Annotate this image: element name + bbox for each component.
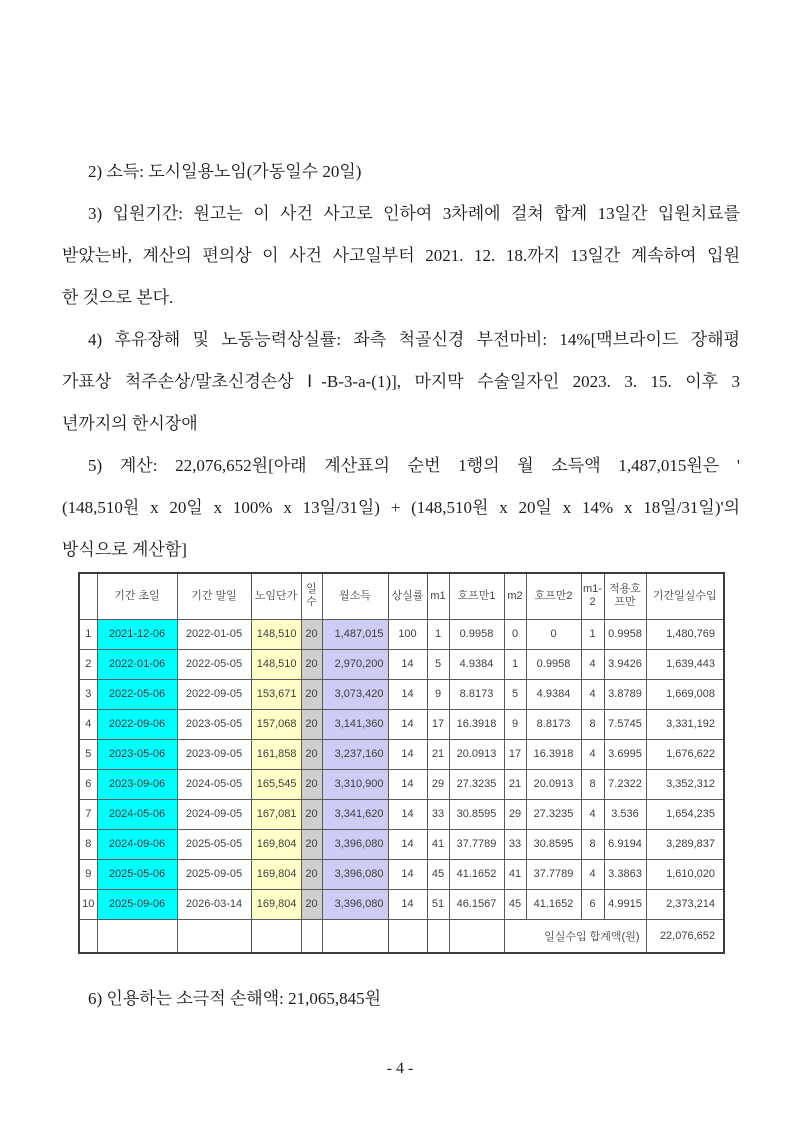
- header-cell: 노임단가: [251, 573, 301, 619]
- table-cell: 2,373,214: [646, 889, 724, 919]
- table-cell: 9: [504, 709, 526, 739]
- table-cell: 14: [388, 679, 427, 709]
- header-cell: m2: [504, 573, 526, 619]
- table-cell: 8: [79, 829, 97, 859]
- table-cell: 2022-05-06: [97, 679, 177, 709]
- table-cell: 51: [427, 889, 449, 919]
- table-cell: 2: [79, 649, 97, 679]
- table-cell: 20: [301, 619, 322, 649]
- table-cell: 3,396,080: [322, 829, 388, 859]
- header-cell: 호프만1: [449, 573, 504, 619]
- table-cell: 9: [427, 679, 449, 709]
- table-cell: 4.9915: [604, 889, 646, 919]
- table-cell: 20: [301, 649, 322, 679]
- table-row: [79, 769, 724, 799]
- table-cell: 20: [301, 889, 322, 919]
- table-cell: 16.3918: [526, 739, 581, 769]
- table-cell: 14: [388, 739, 427, 769]
- header-cell: 상실률: [388, 573, 427, 619]
- table-cell: 20: [301, 799, 322, 829]
- header-cell: 기간일실수입: [646, 573, 724, 619]
- table-cell: 169,804: [251, 829, 301, 859]
- text-line: (148,510원 x 20일 x 100% x 13일/31일) + (148,510원 x 20일 x 14% x 18일/31일)'의: [62, 498, 740, 517]
- table-cell: 20.0913: [449, 739, 504, 769]
- table-cell: 20: [301, 679, 322, 709]
- body-text: [62, 151, 740, 571]
- table-cell: 148,510: [251, 649, 301, 679]
- table-cell: 2024-09-05: [177, 799, 251, 829]
- table-cell: 2024-05-05: [177, 769, 251, 799]
- text-line: 2) 소득: 도시일용노임(가동일수 20일): [88, 162, 362, 181]
- table-cell: 8.8173: [449, 679, 504, 709]
- table-cell: 1,654,235: [646, 799, 724, 829]
- table-cell: 2022-09-05: [177, 679, 251, 709]
- table-cell: 2025-09-05: [177, 859, 251, 889]
- table-cell: 1,669,008: [646, 679, 724, 709]
- table-cell: 29: [504, 799, 526, 829]
- table-cell: 21: [504, 769, 526, 799]
- table-row: [79, 739, 724, 769]
- table-cell: 14: [388, 649, 427, 679]
- table-cell: 46.1567: [449, 889, 504, 919]
- table-cell: 2025-05-05: [177, 829, 251, 859]
- text-line: 4) 후유장해 및 노동능력상실률: 좌측 척골신경 부전마비: 14%[맥브라이드 장해평: [88, 330, 740, 349]
- table-cell: [427, 919, 449, 953]
- table-cell: 2022-05-05: [177, 649, 251, 679]
- table-cell: 1: [581, 619, 604, 649]
- table-cell: [449, 919, 504, 953]
- table-cell: 8: [581, 709, 604, 739]
- table-cell: 7.2322: [604, 769, 646, 799]
- header-cell: 월소득: [322, 573, 388, 619]
- text-line: 년까지의 한시장애: [62, 414, 198, 433]
- table-cell: 16.3918: [449, 709, 504, 739]
- table-cell: 4: [581, 649, 604, 679]
- table-cell: 0: [526, 619, 581, 649]
- text-line: 3) 입원기간: 원고는 이 사건 사고로 인하여 3차례에 걸쳐 합계 13일간 입원치료를: [88, 204, 740, 223]
- table-cell: 1,639,443: [646, 649, 724, 679]
- table-cell: 45: [504, 889, 526, 919]
- header-cell: 기간 말일: [177, 573, 251, 619]
- table-cell: 27.3235: [526, 799, 581, 829]
- table-cell: 14: [388, 889, 427, 919]
- table-cell: 4: [581, 679, 604, 709]
- table-cell: 8: [581, 769, 604, 799]
- table-cell: 1: [427, 619, 449, 649]
- table-cell: 20: [301, 709, 322, 739]
- header-cell: m1: [427, 573, 449, 619]
- table-cell: 41.1652: [449, 859, 504, 889]
- table-cell: 3,073,420: [322, 679, 388, 709]
- table-cell: 2023-05-06: [97, 739, 177, 769]
- header-cell: m1-2: [581, 573, 604, 619]
- total-value: 22,076,652: [646, 919, 724, 953]
- table-row: [79, 649, 724, 679]
- table-cell: 3,310,900: [322, 769, 388, 799]
- table-cell: 3.3863: [604, 859, 646, 889]
- table-cell: 2025-09-06: [97, 889, 177, 919]
- table-cell: 20: [301, 769, 322, 799]
- table-cell: 3: [79, 679, 97, 709]
- table-footer-row: [79, 919, 724, 953]
- table-cell: 3,331,192: [646, 709, 724, 739]
- table-cell: 2024-09-06: [97, 829, 177, 859]
- table-cell: 9: [79, 859, 97, 889]
- table-cell: 3,396,080: [322, 859, 388, 889]
- table-row: [79, 799, 724, 829]
- table-cell: 3,289,837: [646, 829, 724, 859]
- table-cell: 7.5745: [604, 709, 646, 739]
- table-cell: 2022-09-06: [97, 709, 177, 739]
- table-cell: 4: [581, 739, 604, 769]
- table-cell: 6.9194: [604, 829, 646, 859]
- table-cell: 20: [301, 859, 322, 889]
- table-cell: 3.536: [604, 799, 646, 829]
- table-row: [79, 889, 724, 919]
- table-row: [79, 859, 724, 889]
- page-number: - 4 -: [386, 1060, 414, 1077]
- table-cell: 0: [504, 619, 526, 649]
- table-cell: 3,352,312: [646, 769, 724, 799]
- text-line: 가표상 척주손상/말초신경손상 Ⅰ-B-3-a-(1)], 마지막 수술일자인 2023. 3. 15. 이후 3: [62, 372, 740, 391]
- table-cell: 5: [79, 739, 97, 769]
- table-cell: 0.9958: [604, 619, 646, 649]
- table-cell: 20: [301, 829, 322, 859]
- table-cell: 100: [388, 619, 427, 649]
- table-cell: 4: [581, 859, 604, 889]
- table-cell: 17: [504, 739, 526, 769]
- text-line: 받았는바, 계산의 편의상 이 사건 사고일부터 2021. 12. 18.까지 13일간 계속하여 입원: [62, 246, 740, 265]
- table-cell: 37.7789: [526, 859, 581, 889]
- table-cell: 29: [427, 769, 449, 799]
- table-cell: 4.9384: [526, 679, 581, 709]
- table-cell: 21: [427, 739, 449, 769]
- text-line: 5) 계산: 22,076,652원[아래 계산표의 순번 1행의 월 소득액 1,487,015원은 ': [88, 456, 740, 475]
- table-cell: 2021-12-06: [97, 619, 177, 649]
- table-cell: 14: [388, 799, 427, 829]
- table-cell: 27.3235: [449, 769, 504, 799]
- table-cell: 20: [301, 739, 322, 769]
- table-cell: 41: [427, 829, 449, 859]
- table-cell: 167,081: [251, 799, 301, 829]
- table-cell: 2022-01-05: [177, 619, 251, 649]
- table-cell: [79, 919, 97, 953]
- table-cell: 17: [427, 709, 449, 739]
- header-cell: 일수: [301, 573, 322, 619]
- table-cell: 2,970,200: [322, 649, 388, 679]
- table-cell: 33: [427, 799, 449, 829]
- table-cell: 1: [504, 649, 526, 679]
- table-cell: 161,858: [251, 739, 301, 769]
- table-cell: 4: [581, 799, 604, 829]
- table-cell: 0.9958: [526, 649, 581, 679]
- table-cell: 41: [504, 859, 526, 889]
- table-row: [79, 679, 724, 709]
- table-cell: 1,487,015: [322, 619, 388, 649]
- table-cell: 4: [79, 709, 97, 739]
- table-cell: 1,610,020: [646, 859, 724, 889]
- table-cell: 3,141,360: [322, 709, 388, 739]
- total-label: 일실수입 합계액(원): [504, 919, 646, 953]
- table-cell: 10: [79, 889, 97, 919]
- table-cell: 20.0913: [526, 769, 581, 799]
- header-cell: 적용호프만: [604, 573, 646, 619]
- table-cell: 3.6995: [604, 739, 646, 769]
- table-cell: 7: [79, 799, 97, 829]
- table-cell: 45: [427, 859, 449, 889]
- table-cell: 3.9426: [604, 649, 646, 679]
- table-cell: 14: [388, 709, 427, 739]
- table-cell: 6: [79, 769, 97, 799]
- table-cell: 2023-05-05: [177, 709, 251, 739]
- table-cell: [301, 919, 322, 953]
- table-cell: 14: [388, 769, 427, 799]
- table-cell: 169,804: [251, 889, 301, 919]
- table-cell: 8: [581, 829, 604, 859]
- table-cell: 3,341,620: [322, 799, 388, 829]
- closing-line: 6) 인용하는 소극적 손해액: 21,065,845원: [88, 989, 382, 1008]
- table-cell: 41.1652: [526, 889, 581, 919]
- table-cell: 14: [388, 829, 427, 859]
- table-cell: 5: [504, 679, 526, 709]
- table-cell: 3.8789: [604, 679, 646, 709]
- table-cell: 2025-05-06: [97, 859, 177, 889]
- table-cell: 6: [581, 889, 604, 919]
- table-cell: [97, 919, 177, 953]
- table-cell: 3,396,080: [322, 889, 388, 919]
- table-cell: 2026-03-14: [177, 889, 251, 919]
- table-cell: 148,510: [251, 619, 301, 649]
- header-cell: [79, 573, 97, 619]
- table-cell: 2023-09-05: [177, 739, 251, 769]
- table-row: [79, 619, 724, 649]
- table-cell: 1,676,622: [646, 739, 724, 769]
- table-cell: 4.9384: [449, 649, 504, 679]
- table-cell: 30.8595: [449, 799, 504, 829]
- table-cell: [388, 919, 427, 953]
- table-cell: 30.8595: [526, 829, 581, 859]
- table-cell: 2022-01-06: [97, 649, 177, 679]
- table-cell: 169,804: [251, 859, 301, 889]
- table-row: [79, 829, 724, 859]
- header-cell: 호프만2: [526, 573, 581, 619]
- text-line: 한 것으로 본다.: [62, 288, 174, 307]
- table-cell: 5: [427, 649, 449, 679]
- table-cell: 1,480,769: [646, 619, 724, 649]
- table-cell: 33: [504, 829, 526, 859]
- text-line: 방식으로 계산함]: [62, 540, 187, 559]
- table-cell: 1: [79, 619, 97, 649]
- table-cell: 165,545: [251, 769, 301, 799]
- table-cell: 157,068: [251, 709, 301, 739]
- table-cell: 2023-09-06: [97, 769, 177, 799]
- table-cell: 0.9958: [449, 619, 504, 649]
- calculation-table: [78, 572, 725, 954]
- table-cell: [322, 919, 388, 953]
- table-cell: 3,237,160: [322, 739, 388, 769]
- table-cell: 2024-05-06: [97, 799, 177, 829]
- table-cell: 37.7789: [449, 829, 504, 859]
- table-row: [79, 709, 724, 739]
- table-cell: 14: [388, 859, 427, 889]
- table-header-row: [79, 573, 724, 619]
- table-cell: 153,671: [251, 679, 301, 709]
- table-cell: [251, 919, 301, 953]
- header-cell: 기간 초일: [97, 573, 177, 619]
- table-cell: 8.8173: [526, 709, 581, 739]
- table-cell: [177, 919, 251, 953]
